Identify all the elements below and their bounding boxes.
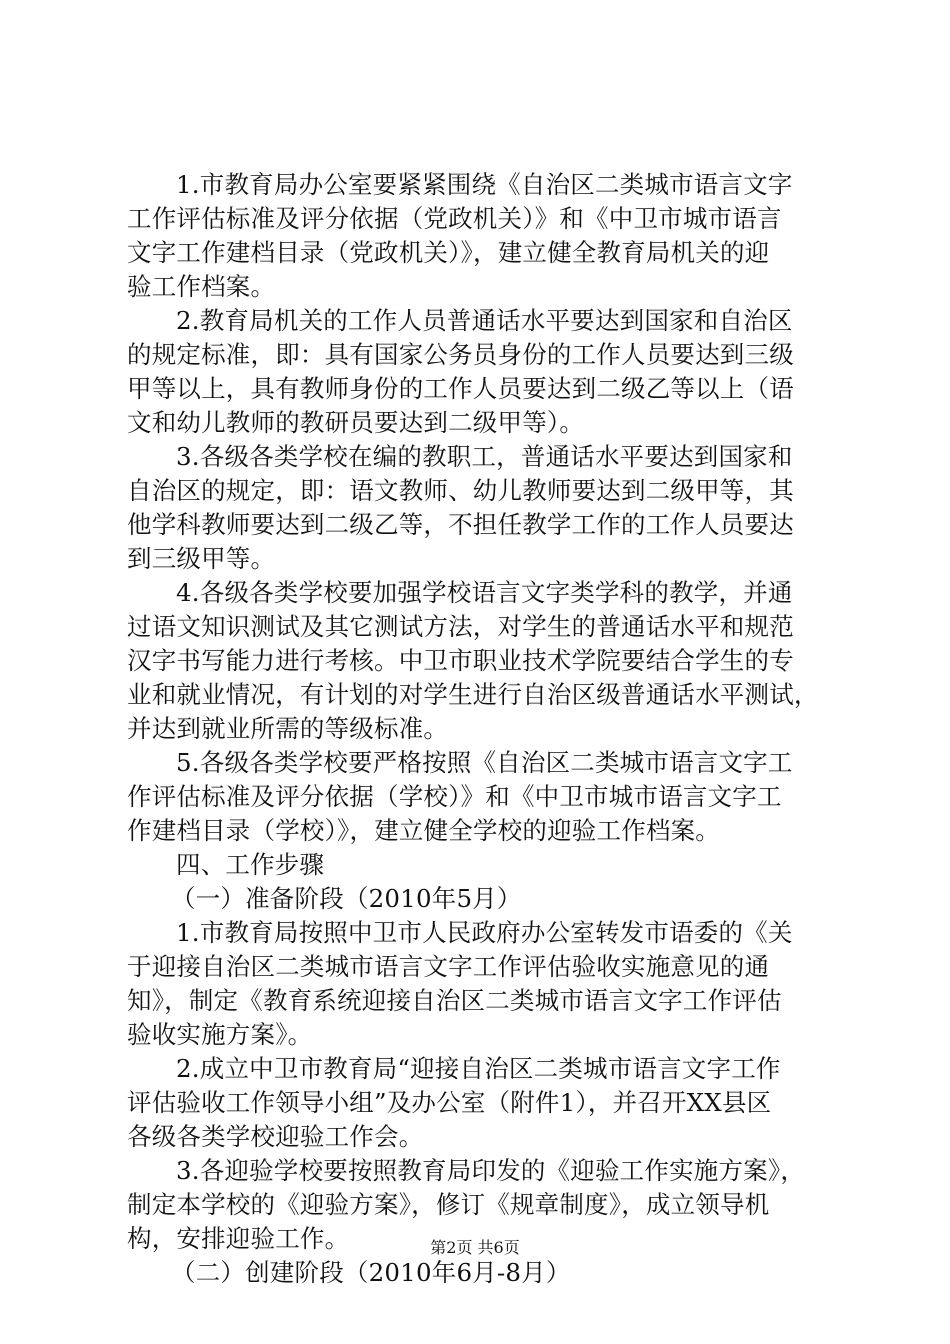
- section-heading: 四、工作步骤: [176, 850, 325, 879]
- text-line: 4.各级各类学校要加强学校语言文字类学科的教学，并通: [176, 578, 793, 607]
- text-line: 汉字书写能力进行考核。中卫市职业技术学院要结合学生的专: [127, 646, 794, 675]
- text-line: 过语文知识测试及其它测试方法，对学生的普通话水平和规范: [127, 612, 794, 641]
- text-line: 作建档目录（学校）》，建立健全学校的迎验工作档案。: [127, 816, 720, 845]
- text-line: 业和就业情况，有计划的对学生进行自治区级普通话水平测试，: [127, 680, 819, 709]
- text-line: 2.教育局机关的工作人员普通话水平要达到国家和自治区: [176, 306, 793, 335]
- page-footer: 第2页 共6页: [430, 1238, 520, 1257]
- text-line: 各级各类学校迎验工作会。: [127, 1122, 424, 1151]
- text-line: 1.市教育局按照中卫市人民政府办公室转发市语委的《关: [176, 918, 793, 947]
- text-line: 到三级甲等。: [127, 544, 276, 573]
- text-line: 验工作档案。: [127, 272, 276, 301]
- text-line: 的规定标准，即：具有国家公务员身份的工作人员要达到三级: [127, 340, 794, 369]
- text-line: 评估验收工作领导小组”及办公室（附件1），并召开XX县区: [127, 1088, 772, 1117]
- text-line: 自治区的规定，即：语文教师、幼儿教师要达到二级甲等，其: [127, 476, 794, 505]
- text-line: 工作评估标准及评分依据（党政机关）》和《中卫市城市语言: [127, 204, 782, 233]
- text-line: 5.各级各类学校要严格按照《自治区二类城市语言文字工: [176, 748, 793, 777]
- text-line: 3.各级各类学校在编的教职工，普通话水平要达到国家和: [176, 442, 793, 471]
- subsection-heading: （一）准备阶段（2010年5月）: [171, 884, 522, 913]
- text-line: 2.成立中卫市教育局“迎接自治区二类城市语言文字工作: [176, 1054, 781, 1083]
- text-line: 验收实施方案》。: [127, 1020, 313, 1049]
- text-line: 3.各迎验学校要按照教育局印发的《迎验工作实施方案》，: [176, 1156, 806, 1185]
- text-line: 并达到就业所需的等级标准。: [127, 714, 449, 743]
- text-line: 于迎接自治区二类城市语言文字工作评估验收实施意见的通: [127, 952, 770, 981]
- document-body: [127, 168, 847, 1290]
- text-line: 文字工作建档目录（党政机关）》，建立健全教育局机关的迎: [127, 238, 770, 267]
- text-line: 文和幼儿教师的教研员要达到二级甲等）。: [127, 408, 585, 437]
- text-line: 作评估标准及评分依据（学校）》和《中卫市城市语言文字工: [127, 782, 782, 811]
- text-line: 1.市教育局办公室要紧紧围绕《自治区二类城市语言文字: [176, 170, 793, 199]
- subsection-heading: （二）创建阶段（2010年6月-8月）: [171, 1258, 571, 1287]
- text-line: 甲等以上，具有教师身份的工作人员要达到二级乙等以上（语: [127, 374, 794, 403]
- text-line: 他学科教师要达到二级乙等，不担任教学工作的工作人员要达: [127, 510, 794, 539]
- text-line: 制定本学校的《迎验方案》，修订《规章制度》，成立领导机: [127, 1190, 770, 1219]
- text-line: 构，安排迎验工作。: [127, 1224, 350, 1253]
- text-line: 知》，制定《教育系统迎接自治区二类城市语言文字工作评估: [127, 986, 782, 1015]
